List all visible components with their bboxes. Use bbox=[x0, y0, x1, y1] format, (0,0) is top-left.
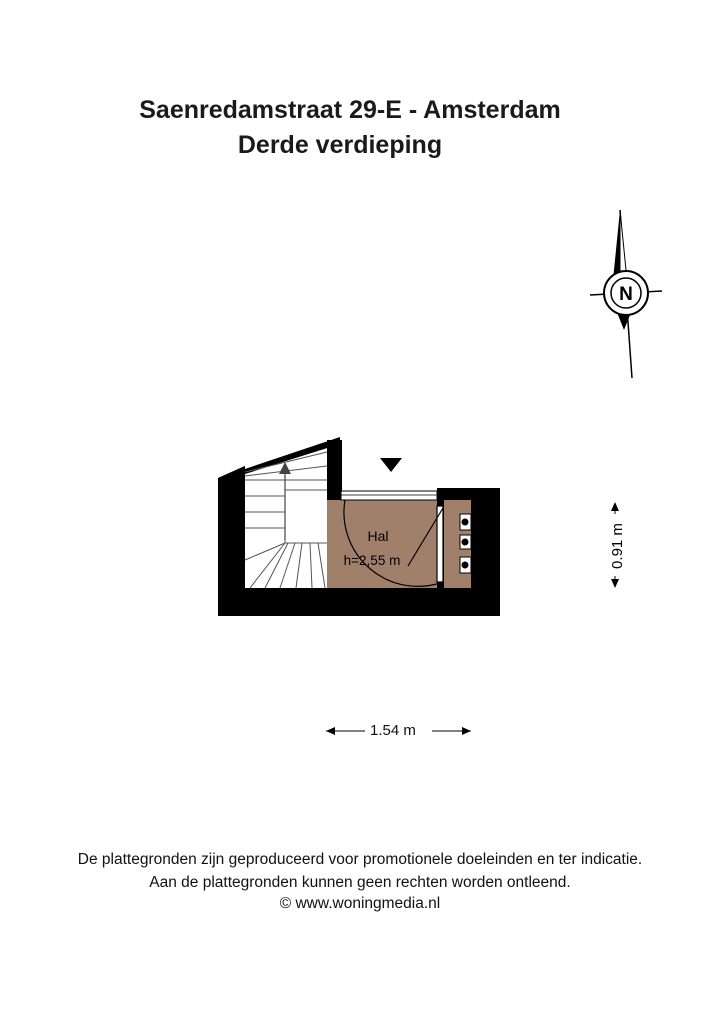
floor-title: Derde verdieping bbox=[237, 131, 443, 159]
depth-dimension-line bbox=[609, 502, 626, 588]
compass-label: N bbox=[619, 284, 633, 305]
disclaimer-line-1: De plattegronden zijn geproduceerd voor promotionele doeleinden en ter indicatie. bbox=[77, 851, 643, 868]
closet-fixtures bbox=[460, 514, 471, 573]
room-name-hal: Hal bbox=[367, 528, 389, 544]
width-dimension-label: 1.54 m bbox=[370, 722, 416, 739]
depth-dimension-label: 0.91 m bbox=[609, 523, 626, 569]
room-height-hal: h=2,55 m bbox=[343, 553, 401, 568]
entrance-marker-icon bbox=[380, 458, 402, 472]
top-doorway bbox=[341, 491, 437, 500]
stair-arrow-icon bbox=[279, 462, 291, 474]
disclaimer-line-2: Aan de plattegronden kunnen geen rechten worden ontleend. bbox=[149, 874, 571, 891]
address-title: Saenredamstraat 29-E - Amsterdam bbox=[139, 96, 561, 124]
copyright-link[interactable]: © www.woningmedia.nl bbox=[279, 895, 441, 912]
compass-icon bbox=[590, 210, 662, 378]
